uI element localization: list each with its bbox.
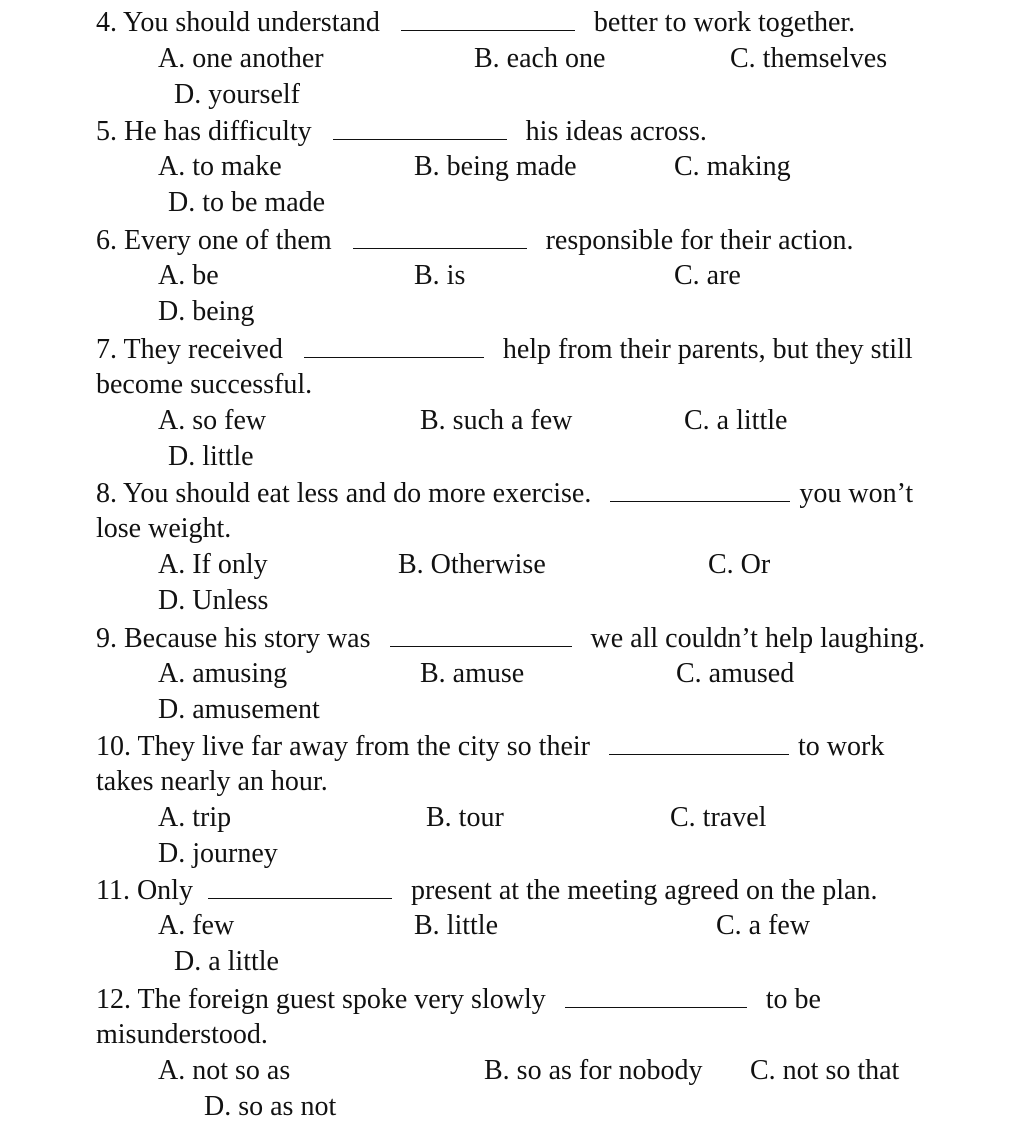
question-5-text-before: 5. He has difficulty [96,116,312,147]
question-12-answer-blank [565,981,747,1008]
question-4-text-before: 4. You should understand [96,7,380,38]
question-4-text-after: better to work together. [593,7,856,38]
question-6-stem [96,222,854,258]
question-11-option-c: C. a few [716,910,811,941]
question-10-answer-blank [609,728,789,755]
question-9-option-a: A. amusing [158,658,288,689]
question-7-option-d: D. little [168,441,254,472]
question-10-option-a: A. trip [158,802,232,833]
question-12-stem-continued: misunderstood. [96,1019,268,1050]
question-10-stem-continued: takes nearly an hour. [96,766,328,797]
question-5-text-after: his ideas across. [525,116,707,147]
question-7-text-before: 7. They received [96,334,283,365]
question-7-text-after: help from their parents, but they still [502,334,913,365]
question-8-text-before: 8. You should eat less and do more exercise. [96,478,592,509]
question-4-option-c: C. themselves [730,43,888,74]
question-7-stem-continued: become successful. [96,369,313,400]
question-8-answer-blank [610,475,790,502]
question-12-text-after: to be [765,984,821,1015]
question-6-option-b: B. is [414,260,466,291]
question-12-option-c: C. not so that [750,1055,900,1086]
question-5-option-b: B. being made [414,151,577,182]
question-6-option-d: D. being [158,296,255,327]
question-5-option-d: D. to be made [168,187,326,218]
question-11-answer-blank [208,872,392,899]
question-4-answer-blank [401,4,575,31]
question-5-option-a: A. to make [158,151,282,182]
question-8-text-after: you won’t [799,478,914,509]
question-6-text-after: responsible for their action. [545,225,854,256]
question-9-option-c: C. amused [676,658,795,689]
question-8-option-d: D. Unless [158,585,269,616]
question-9-text-after: we all couldn’t help laughing. [590,623,926,654]
question-11-stem [96,872,877,908]
question-10-stem [96,728,884,764]
question-5-stem [96,113,707,149]
question-7-stem [96,331,913,367]
question-9-option-d: D. amusement [158,694,320,725]
question-8-option-c: C. Or [708,549,771,580]
question-12-stem [96,981,821,1017]
question-7-option-a: A. so few [158,405,267,436]
question-12-text-before: 12. The foreign guest spoke very slowly [96,984,546,1015]
question-11-option-a: A. few [158,910,235,941]
question-12-option-d: D. so as not [204,1091,337,1122]
question-10-text-before: 10. They live far away from the city so their [96,731,590,762]
question-8-option-a: A. If only [158,549,268,580]
question-7-option-b: B. such a few [420,405,573,436]
question-8-option-b: B. Otherwise [398,549,546,580]
question-9-option-b: B. amuse [420,658,525,689]
question-4-stem [96,4,855,40]
question-8-stem [96,475,913,511]
question-9-stem [96,620,925,656]
question-10-text-after: to work [798,731,885,762]
question-10-option-d: D. journey [158,838,278,869]
question-9-text-before: 9. Because his story was [96,623,371,654]
question-5-answer-blank [333,113,507,140]
question-8-stem-continued: lose weight. [96,513,232,544]
question-4-option-b: B. each one [474,43,606,74]
question-4-option-a: A. one another [158,43,324,74]
question-6-answer-blank [353,222,527,249]
question-11-text-after: present at the meeting agreed on the plan. [410,875,878,906]
question-11-option-d: D. a little [174,946,279,977]
question-12-option-b: B. so as for nobody [484,1055,703,1086]
question-7-option-c: C. a little [684,405,788,436]
question-7-answer-blank [304,331,484,358]
question-12-option-a: A. not so as [158,1055,291,1086]
question-10-option-b: B. tour [426,802,504,833]
question-5-option-c: C. making [674,151,791,182]
question-10-option-c: C. travel [670,802,767,833]
question-6-text-before: 6. Every one of them [96,225,332,256]
question-11-option-b: B. little [414,910,498,941]
question-6-option-a: A. be [158,260,219,291]
question-11-text-before: 11. Only [96,875,193,906]
question-6-option-c: C. are [674,260,741,291]
question-9-answer-blank [390,620,572,647]
question-4-option-d: D. yourself [174,79,300,110]
